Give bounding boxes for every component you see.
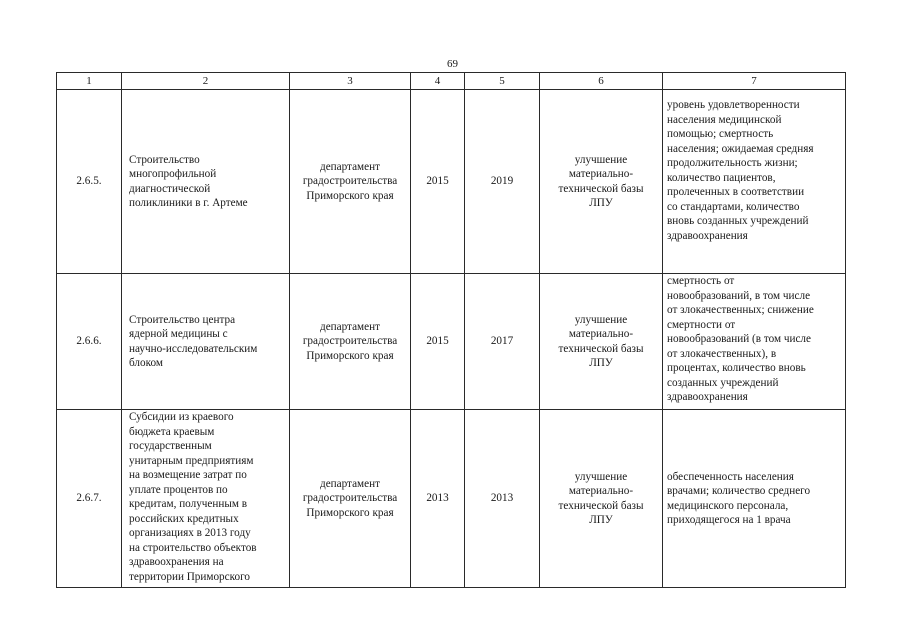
expected-result: [540, 410, 663, 588]
responsible-department: [290, 90, 411, 274]
responsible-department: [290, 274, 411, 410]
table-row: [57, 410, 846, 588]
page-number: 69: [447, 58, 458, 70]
department-text: департамент градостроительства Приморского края: [302, 320, 398, 362]
table-row: [57, 90, 846, 274]
header-row: [57, 73, 846, 90]
column-header-3: 3: [290, 73, 411, 90]
program-activities-table: [56, 72, 846, 588]
activity-name: [122, 90, 290, 274]
expected-result-text: улучшение материально- технической базы ЛПУ: [558, 470, 644, 526]
row-number: 2.6.5.: [57, 90, 122, 274]
start-year: 2015: [411, 90, 465, 274]
activity-name-text: Строительство многопрофильной диагностической поликлиники в г. Артеме: [129, 153, 248, 209]
start-year: 2013: [411, 410, 465, 588]
column-header-6: 6: [540, 73, 663, 90]
indicators-text: смертность от новообразований, в том числе от злокачественных; снижение смертности от новообразований (в том числе от злокачественных), в процентах, количество вновь созданных учреждений здравоохранения: [667, 275, 814, 403]
column-header-2: 2: [122, 73, 290, 90]
responsible-department: [290, 410, 411, 588]
department-text: департамент градостроительства Приморского края: [302, 160, 398, 202]
start-year: 2015: [411, 274, 465, 410]
activity-name-text: Строительство центра ядерной медицины с научно-исследовательским блоком: [129, 313, 258, 369]
indicators: [663, 410, 846, 588]
row-number: 2.6.7.: [57, 410, 122, 588]
end-year: 2017: [465, 274, 540, 410]
expected-result-text: улучшение материально- технической базы ЛПУ: [558, 153, 644, 209]
end-year: 2013: [465, 410, 540, 588]
column-header-7: 7: [663, 73, 846, 90]
expected-result: [540, 90, 663, 274]
column-header-1: 1: [57, 73, 122, 90]
activity-name: [122, 274, 290, 410]
activity-name: [122, 410, 290, 588]
table-row: [57, 274, 846, 410]
expected-result-text: улучшение материально- технической базы ЛПУ: [558, 313, 644, 369]
indicators: [663, 274, 846, 410]
column-header-5: 5: [465, 73, 540, 90]
indicators-text: обеспеченность населения врачами; количество среднего медицинского персонала, приходящегося на 1 врача: [667, 470, 811, 526]
end-year: 2019: [465, 90, 540, 274]
indicators-text: уровень удовлетворенности населения медицинской помощью; смертность населения; ожидаемая средняя продолжительность жизни; количество пациентов, пролеченных в соответствии со стандартами, количество вновь созданных учреждений здравоохранения: [667, 99, 814, 242]
activity-name-text: Субсидии из краевого бюджета краевым государственным унитарным предприятиям на возмещение затрат по уплате процентов по кредитам, полученным в российских кредитных организациях в 2013 году на строительство объектов здравоохранения на территории Приморского: [129, 411, 257, 583]
row-number: 2.6.6.: [57, 274, 122, 410]
department-text: департамент градостроительства Приморского края: [302, 477, 398, 519]
expected-result: [540, 274, 663, 410]
column-header-4: 4: [411, 73, 465, 90]
indicators: [663, 90, 846, 274]
